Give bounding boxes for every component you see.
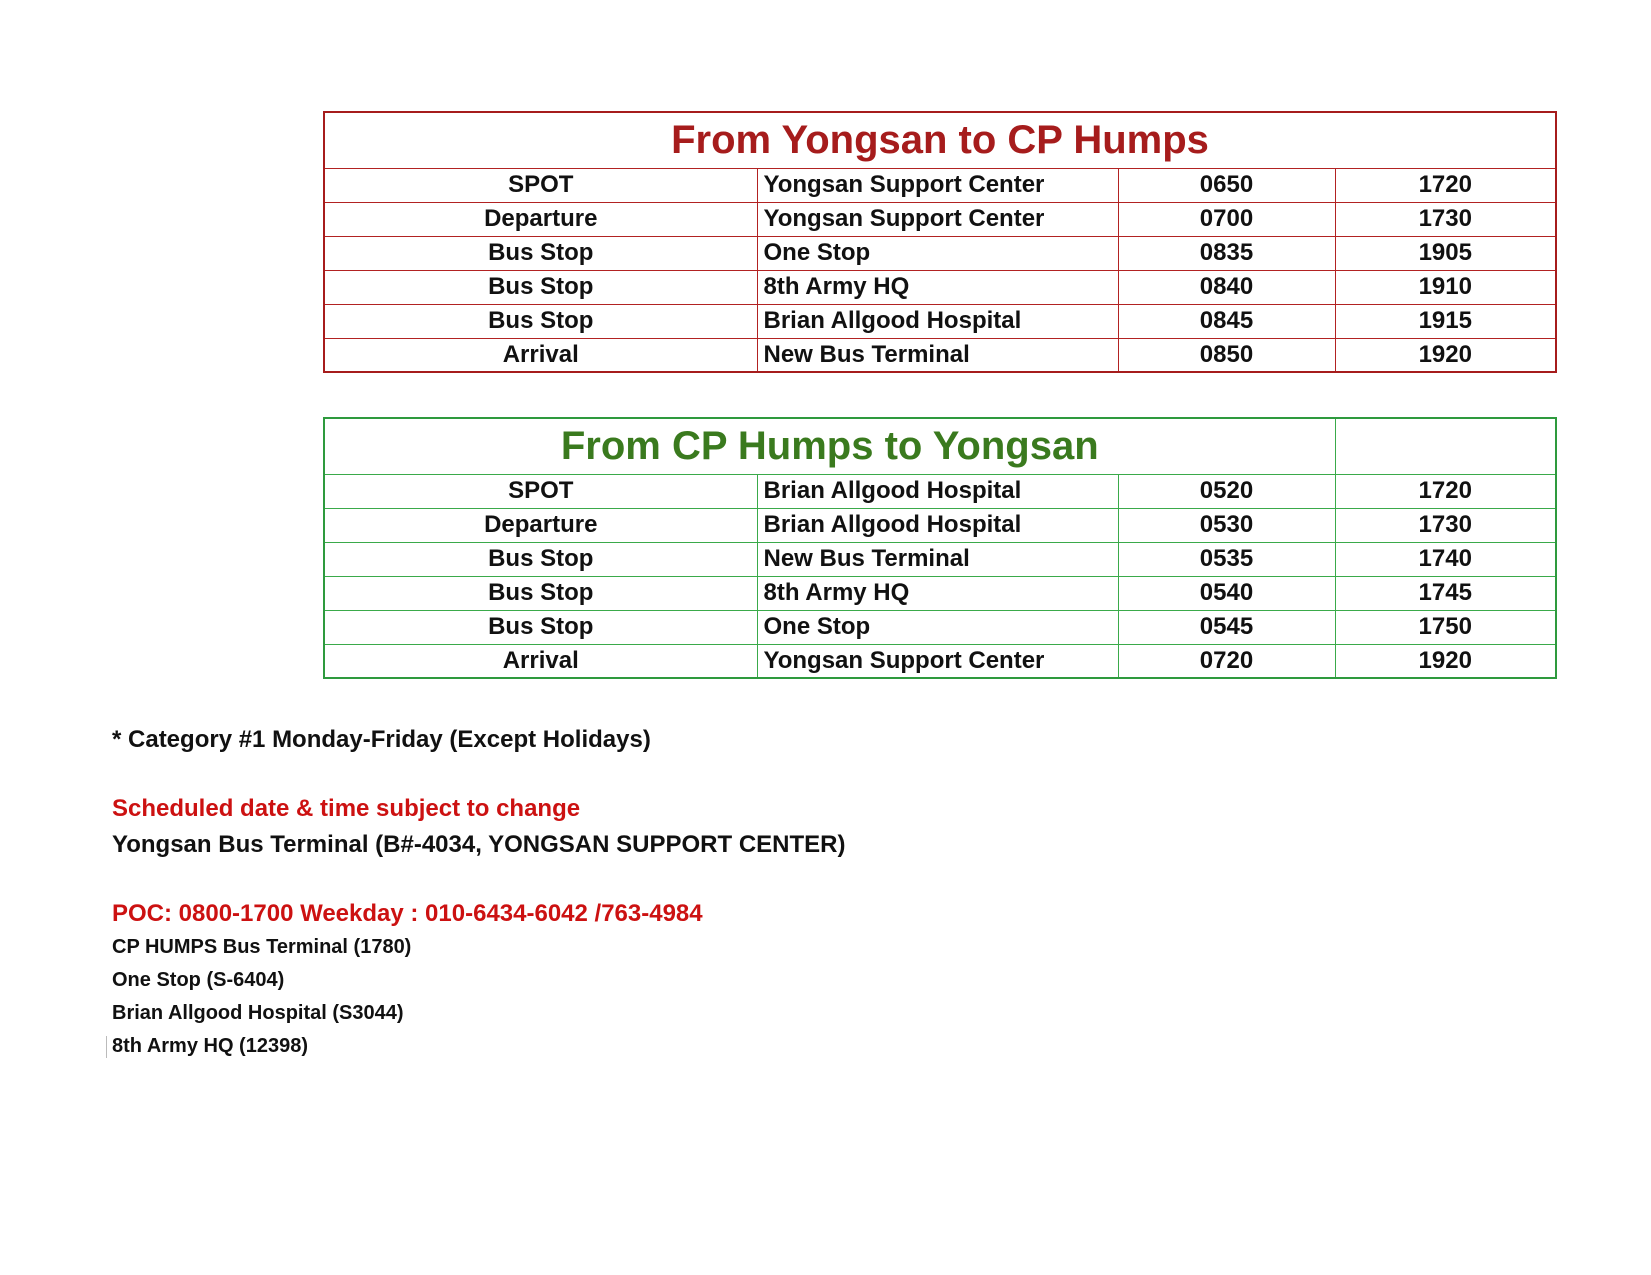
table-title: From Yongsan to CP Humps — [324, 112, 1556, 168]
contact-item-8th-army-hq: 8th Army HQ (12398) — [112, 1035, 308, 1057]
stop-type-cell: Bus Stop — [324, 270, 757, 304]
schedule-table-body — [324, 418, 1556, 678]
margin-divider — [106, 1036, 107, 1058]
table-row — [324, 474, 1556, 508]
evening-time-cell: 1720 — [1335, 474, 1556, 508]
location-cell: Brian Allgood Hospital — [757, 474, 1118, 508]
table-title: From CP Humps to Yongsan — [324, 418, 1335, 474]
table-row — [324, 270, 1556, 304]
location-cell: Brian Allgood Hospital — [757, 508, 1118, 542]
evening-time-cell: 1905 — [1335, 236, 1556, 270]
evening-time-cell: 1915 — [1335, 304, 1556, 338]
table-row — [324, 508, 1556, 542]
table-row — [324, 338, 1556, 372]
morning-time-cell: 0540 — [1118, 576, 1335, 610]
morning-time-cell: 0840 — [1118, 270, 1335, 304]
location-cell: 8th Army HQ — [757, 270, 1118, 304]
schedule-table-cp-humps-to-yongsan — [323, 417, 1557, 679]
location-cell: Brian Allgood Hospital — [757, 304, 1118, 338]
evening-time-cell: 1745 — [1335, 576, 1556, 610]
evening-time-cell: 1910 — [1335, 270, 1556, 304]
stop-type-cell: Arrival — [324, 338, 757, 372]
morning-time-cell: 0700 — [1118, 202, 1335, 236]
table-row — [324, 168, 1556, 202]
location-cell: One Stop — [757, 236, 1118, 270]
stop-type-cell: Bus Stop — [324, 542, 757, 576]
table-row — [324, 202, 1556, 236]
evening-time-cell: 1730 — [1335, 202, 1556, 236]
location-cell: 8th Army HQ — [757, 576, 1118, 610]
location-cell: New Bus Terminal — [757, 338, 1118, 372]
empty-header-cell — [1335, 418, 1556, 474]
evening-time-cell: 1720 — [1335, 168, 1556, 202]
table-row — [324, 610, 1556, 644]
stop-type-cell: Bus Stop — [324, 576, 757, 610]
evening-time-cell: 1730 — [1335, 508, 1556, 542]
schedule-change-notice: Scheduled date & time subject to change — [112, 795, 581, 822]
stop-type-cell: Bus Stop — [324, 610, 757, 644]
morning-time-cell: 0650 — [1118, 168, 1335, 202]
stop-type-cell: Departure — [324, 508, 757, 542]
location-cell: New Bus Terminal — [757, 542, 1118, 576]
morning-time-cell: 0530 — [1118, 508, 1335, 542]
poc-contact-line: POC: 0800-1700 Weekday : 010-6434-6042 /763-4984 — [112, 900, 703, 927]
stop-type-cell: Bus Stop — [324, 304, 757, 338]
location-cell: Yongsan Support Center — [757, 202, 1118, 236]
stop-type-cell: Bus Stop — [324, 236, 757, 270]
table-title-row — [324, 418, 1556, 474]
table-row — [324, 576, 1556, 610]
evening-time-cell: 1740 — [1335, 542, 1556, 576]
morning-time-cell: 0850 — [1118, 338, 1335, 372]
contact-item-cp-humps-terminal: CP HUMPS Bus Terminal (1780) — [112, 936, 412, 958]
morning-time-cell: 0845 — [1118, 304, 1335, 338]
evening-time-cell: 1750 — [1335, 610, 1556, 644]
table-row — [324, 644, 1556, 678]
category-note: * Category #1 Monday-Friday (Except Holidays) — [112, 726, 651, 753]
evening-time-cell: 1920 — [1335, 338, 1556, 372]
morning-time-cell: 0545 — [1118, 610, 1335, 644]
terminal-location-note: Yongsan Bus Terminal (B#-4034, YONGSAN SUPPORT CENTER) — [112, 831, 846, 858]
contact-item-one-stop: One Stop (S-6404) — [112, 969, 285, 991]
morning-time-cell: 0520 — [1118, 474, 1335, 508]
morning-time-cell: 0835 — [1118, 236, 1335, 270]
schedule-table-body — [324, 112, 1556, 372]
location-cell: One Stop — [757, 610, 1118, 644]
location-cell: Yongsan Support Center — [757, 644, 1118, 678]
morning-time-cell: 0720 — [1118, 644, 1335, 678]
stop-type-cell: Arrival — [324, 644, 757, 678]
contact-item-brian-allgood-hospital: Brian Allgood Hospital (S3044) — [112, 1002, 404, 1024]
table-row — [324, 304, 1556, 338]
location-cell: Yongsan Support Center — [757, 168, 1118, 202]
table-row — [324, 542, 1556, 576]
table-row — [324, 236, 1556, 270]
evening-time-cell: 1920 — [1335, 644, 1556, 678]
stop-type-cell: SPOT — [324, 474, 757, 508]
schedule-table-yongsan-to-cp-humps — [323, 111, 1557, 373]
stop-type-cell: SPOT — [324, 168, 757, 202]
morning-time-cell: 0535 — [1118, 542, 1335, 576]
stop-type-cell: Departure — [324, 202, 757, 236]
table-title-row — [324, 112, 1556, 168]
